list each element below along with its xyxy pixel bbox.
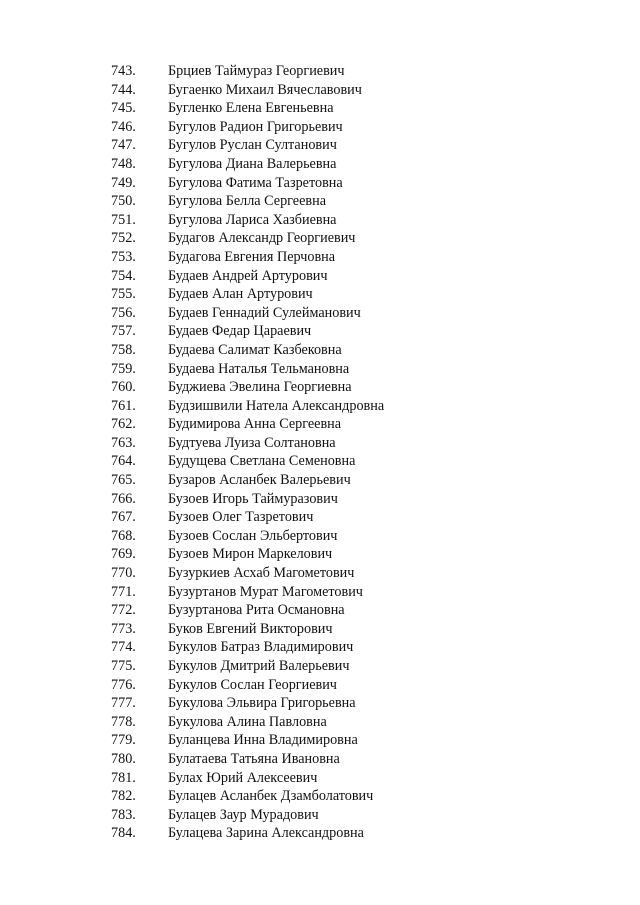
entry-name: Булах Юрий Алексеевич [168,769,318,786]
entry-number: 767. [111,509,136,526]
list-item [0,713,640,732]
list-item [0,787,640,806]
list-item [0,155,640,174]
list-item [0,527,640,546]
entry-number: 759. [111,360,136,377]
entry-name: Бузуркиев Асхаб Магометович [168,565,355,582]
entry-number: 769. [111,546,136,563]
entry-name: Будагов Александр Георгиевич [168,230,356,247]
list-item [0,508,640,527]
entry-name: Букулов Сослан Георгиевич [168,676,337,693]
entry-name: Будтуева Луиза Солтановна [168,434,336,451]
entry-name: Бузоев Сослан Эльбертович [168,527,338,544]
entry-name: Будаева Салимат Казбековна [168,341,342,358]
list-item [0,806,640,825]
entry-number: 750. [111,193,136,210]
entry-name: Брциев Таймураз Георгиевич [168,63,345,79]
entry-number: 782. [111,788,136,805]
list-item [0,229,640,248]
name-list [0,62,640,843]
entry-name: Булацева Зарина Александровна [168,825,364,842]
list-item [0,360,640,379]
entry-number: 743. [111,63,136,79]
entry-name: Бугленко Елена Евгеньевна [168,100,334,117]
list-item [0,824,640,843]
list-item [0,471,640,490]
entry-number: 763. [111,434,136,451]
list-item [0,731,640,750]
list-item [0,81,640,100]
entry-name: Буков Евгений Викторович [168,620,333,637]
entry-name: Буланцева Инна Владимировна [168,732,358,749]
list-item [0,192,640,211]
entry-name: Бузоев Игорь Таймуразович [168,490,338,507]
entry-number: 755. [111,286,136,303]
entry-number: 775. [111,658,136,674]
entry-number: 783. [111,806,136,823]
entry-number: 746. [111,118,136,135]
list-item [0,434,640,453]
entry-number: 762. [111,416,136,433]
entry-number: 774. [111,639,136,656]
list-item [0,248,640,267]
entry-name: Бугулова Белла Сергеевна [168,193,326,210]
entry-number: 748. [111,155,136,172]
entry-name: Будаев Федар Цараевич [168,323,312,340]
entry-name: Бузаров Асланбек Валерьевич [168,472,351,489]
entry-number: 770. [111,565,136,582]
entry-name: Будаев Геннадий Сулейманович [168,304,361,321]
list-item [0,99,640,118]
entry-number: 760. [111,379,136,396]
entry-name: Бугулов Радион Григорьевич [168,118,343,135]
entry-name: Бугулова Лариса Хазбиевна [168,211,337,228]
entry-name: Бугулова Фатима Тазретовна [168,174,343,191]
entry-name: Буджиева Эвелина Георгиевна [168,379,352,396]
list-item [0,545,640,564]
entry-name: Букулова Алина Павловна [168,713,327,730]
entry-number: 772. [111,602,136,619]
list-item [0,620,640,639]
entry-name: Булацев Заур Мурадович [168,806,319,823]
entry-name: Букулов Батраз Владимирович [168,639,354,656]
entry-number: 781. [111,769,136,786]
entry-number: 744. [111,81,136,98]
entry-name: Булацев Асланбек Дзамболатович [168,788,374,805]
entry-name: Будущева Светлана Семеновна [168,453,356,470]
entry-name: Бугулов Руслан Султанович [168,137,337,154]
entry-number: 756. [111,304,136,321]
list-item [0,136,640,155]
list-item [0,378,640,397]
list-item [0,267,640,286]
entry-number: 764. [111,453,136,470]
list-item [0,583,640,602]
entry-name: Букулова Эльвира Григорьевна [168,695,356,712]
entry-number: 745. [111,100,136,117]
entry-number: 765. [111,472,136,489]
entry-name: Бузоев Мирон Маркелович [168,546,333,563]
entry-number: 749. [111,174,136,191]
entry-name: Бузоев Олег Тазретович [168,509,314,526]
list-item [0,601,640,620]
entry-number: 758. [111,341,136,358]
entry-name: Будагова Евгения Перчовна [168,248,336,265]
list-item [0,769,640,788]
list-item [0,638,640,657]
entry-name: Бузуртанова Рита Османовна [168,602,345,619]
entry-name: Будзишвили Натела Александровна [168,397,385,414]
entry-name: Булатаева Татьяна Ивановна [168,750,340,767]
entry-name: Бугулова Диана Валерьевна [168,155,337,172]
list-item [0,211,640,230]
list-item [0,304,640,323]
entry-name: Бузуртанов Мурат Магометович [168,583,363,600]
list-item [0,118,640,137]
entry-name: Будаева Наталья Тельмановна [168,360,350,377]
entry-number: 780. [111,750,136,767]
entry-number: 753. [111,248,136,265]
entry-name: Букулов Дмитрий Валерьевич [168,658,350,674]
entry-number: 751. [111,211,136,228]
entry-number: 776. [111,676,136,693]
entry-name: Будаев Андрей Артурович [168,267,328,284]
entry-number: 771. [111,583,136,600]
entry-number: 747. [111,137,136,154]
entry-name: Бугаенко Михаил Вячеславович [168,81,362,98]
entry-number: 766. [111,490,136,507]
entry-name: Будаев Алан Артурович [168,286,313,303]
entry-number: 778. [111,713,136,730]
list-item [0,415,640,434]
list-item [0,564,640,583]
entry-number: 779. [111,732,136,749]
entry-number: 754. [111,267,136,284]
list-item [0,397,640,416]
list-item [0,452,640,471]
list-item [0,676,640,695]
entry-number: 757. [111,323,136,340]
entry-number: 761. [111,397,136,414]
list-item [0,62,640,81]
entry-number: 752. [111,230,136,247]
entry-number: 773. [111,620,136,637]
list-item [0,174,640,193]
list-item [0,285,640,304]
entry-number: 784. [111,825,136,842]
list-item [0,322,640,341]
entry-name: Будимирова Анна Сергеевна [168,416,342,433]
list-item [0,657,640,676]
entry-number: 768. [111,527,136,544]
list-item [0,490,640,509]
list-item [0,341,640,360]
list-item [0,750,640,769]
entry-number: 777. [111,695,136,712]
list-item [0,694,640,713]
